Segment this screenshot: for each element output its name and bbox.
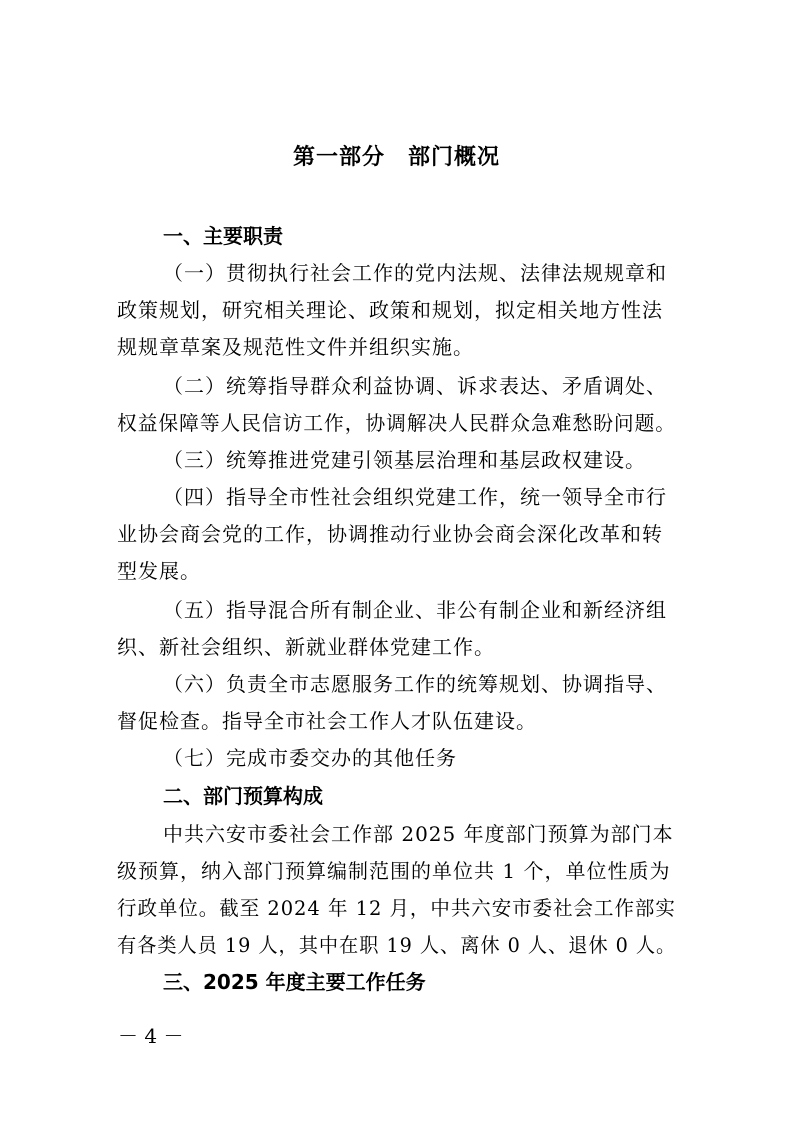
paragraph-line: （三）统筹推进党建引领基层治理和基层政权建设。: [163, 448, 646, 472]
page-title: 第一部分 部门概况: [292, 145, 500, 170]
paragraph-line: 行政单位。截至 2024 年 12 月，中共六安市委社会工作部实: [117, 896, 676, 920]
paragraph-line: 级预算，纳入部门预算编制范围的单位共 1 个，单位性质为: [117, 859, 671, 883]
paragraph-line: 业协会商会党的工作，协调推动行业协会商会深化改革和转: [117, 522, 663, 546]
paragraph-line: 规规章草案及规范性文件并组织实施。: [117, 335, 474, 359]
page-number: － 4 －: [118, 1024, 184, 1048]
section-heading-main-tasks: 三、2025 年度主要工作任务: [163, 970, 426, 994]
paragraph-line: （四）指导全市性社会组织党建工作，统一领导全市行: [163, 485, 667, 509]
paragraph-line: 政策规划，研究相关理论、政策和规划，拟定相关地方性法: [117, 298, 663, 322]
paragraph-line: （七）完成市委交办的其他任务: [163, 746, 457, 770]
paragraph-line: （一）贯彻执行社会工作的党内法规、法律法规规章和: [163, 261, 667, 285]
paragraph-line: 权益保障等人民信访工作，协调解决人民群众急难愁盼问题。: [117, 411, 677, 435]
paragraph-line: （二）统筹指导群众利益协调、诉求表达、矛盾调处、: [163, 374, 667, 398]
section-heading-budget-composition: 二、部门预算构成: [163, 784, 323, 808]
paragraph-line: （五）指导混合所有制企业、非公有制企业和新经济组: [163, 598, 667, 622]
section-heading-main-duties: 一、主要职责: [163, 224, 283, 248]
paragraph-line: 型发展。: [117, 559, 201, 583]
paragraph-line: 督促检查。指导全市社会工作人才队伍建设。: [117, 709, 537, 733]
paragraph-line: （六）负责全市志愿服务工作的统筹规划、协调指导、: [163, 672, 667, 696]
paragraph-line: 织、新社会组织、新就业群体党建工作。: [117, 635, 495, 659]
paragraph-line: 有各类人员 19 人，其中在职 19 人、离休 0 人、退休 0 人。: [117, 933, 677, 957]
paragraph-line: 中共六安市委社会工作部 2025 年度部门预算为部门本: [163, 822, 674, 846]
